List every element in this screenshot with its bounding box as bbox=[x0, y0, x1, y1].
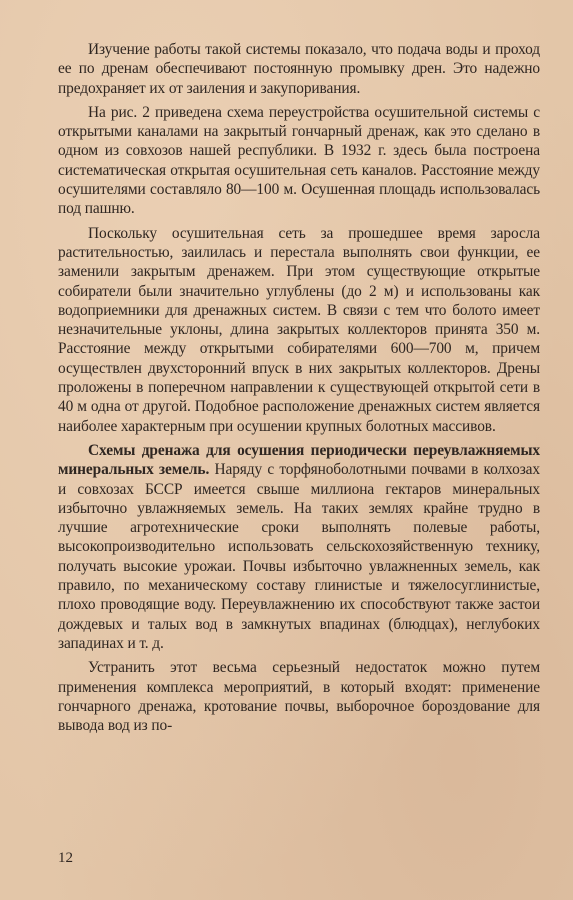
paragraph-last: Устранить этот весьма серьезный недостаток можно путем применения комплекса мероприятий, в который входят: применение гончарного дренажа, кротование почвы, выборочное бороздование для вывода вод из по- bbox=[58, 659, 540, 735]
paragraph-2: На рис. 2 приведена схема переустройства осушительной системы с открытыми каналами на закрытый гончарный дренаж, как это сделано в одном из совхозов нашей республики. В 1932 г. здесь была построена систематическая открытая осушительная сеть каналов. Расстояние между осушителями составляло 80—100 м. Осушенная площадь использовалась под пашню. bbox=[58, 103, 540, 218]
section-paragraph bbox=[58, 441, 540, 653]
section-heading: Схемы дренажа для осушения периодически переувлажняемых минеральных земель. bbox=[58, 441, 540, 479]
section-body: Наряду с торфяноболотными почвами в колхозах и совхозах БССР имеется свыше миллиона гектаров минеральных избыточно увлажняемых земель. На таких землях крайне трудно в лучшие агротехнические сроки выполнять полевые работы, высокопроизводительно использовать сельскохозяйственную технику, получать высокие урожаи. Почвы избыточно увлажненных земель, как правило, по механическому составу глинистые и тяжелосуглинистые, плохо проводящие воду. Переувлажнению их способствуют также застои дождевых и талых вод в замкнутых впадинах (блюдцах), неглубоких западинах и т. д. bbox=[58, 461, 541, 652]
paragraph-3: Поскольку осушительная сеть за прошедшее время заросла растительностью, заилилась и перестала выполнять свои функции, ее заменили закрытым дренажем. При этом существующие открытые собиратели были значительно углублены (до 2 м) и использованы как водоприемники для дренажных систем. В связи с тем что болото имеет незначительные уклоны, длина закрытых коллекторов принята 350 м. Расстояние между открытыми собирателями 600—700 м, причем осуществлен двухсторонний впуск в них закрытых коллекторов. Дрены проложены в поперечном направлении к существующей открытой сети в 40 м одна от другой. Подобное расположение дренажных систем является наиболее характерным при осушении крупных болотных массивов. bbox=[58, 224, 540, 435]
body-text bbox=[58, 40, 540, 735]
page-number: 12 bbox=[58, 850, 73, 866]
paragraph-1: Изучение работы такой системы показало, что подача воды и проход ее по дренам обеспечивают постоянную промывку дрен. Это надежно предохраняет их от заиления и закупоривания. bbox=[58, 41, 540, 97]
